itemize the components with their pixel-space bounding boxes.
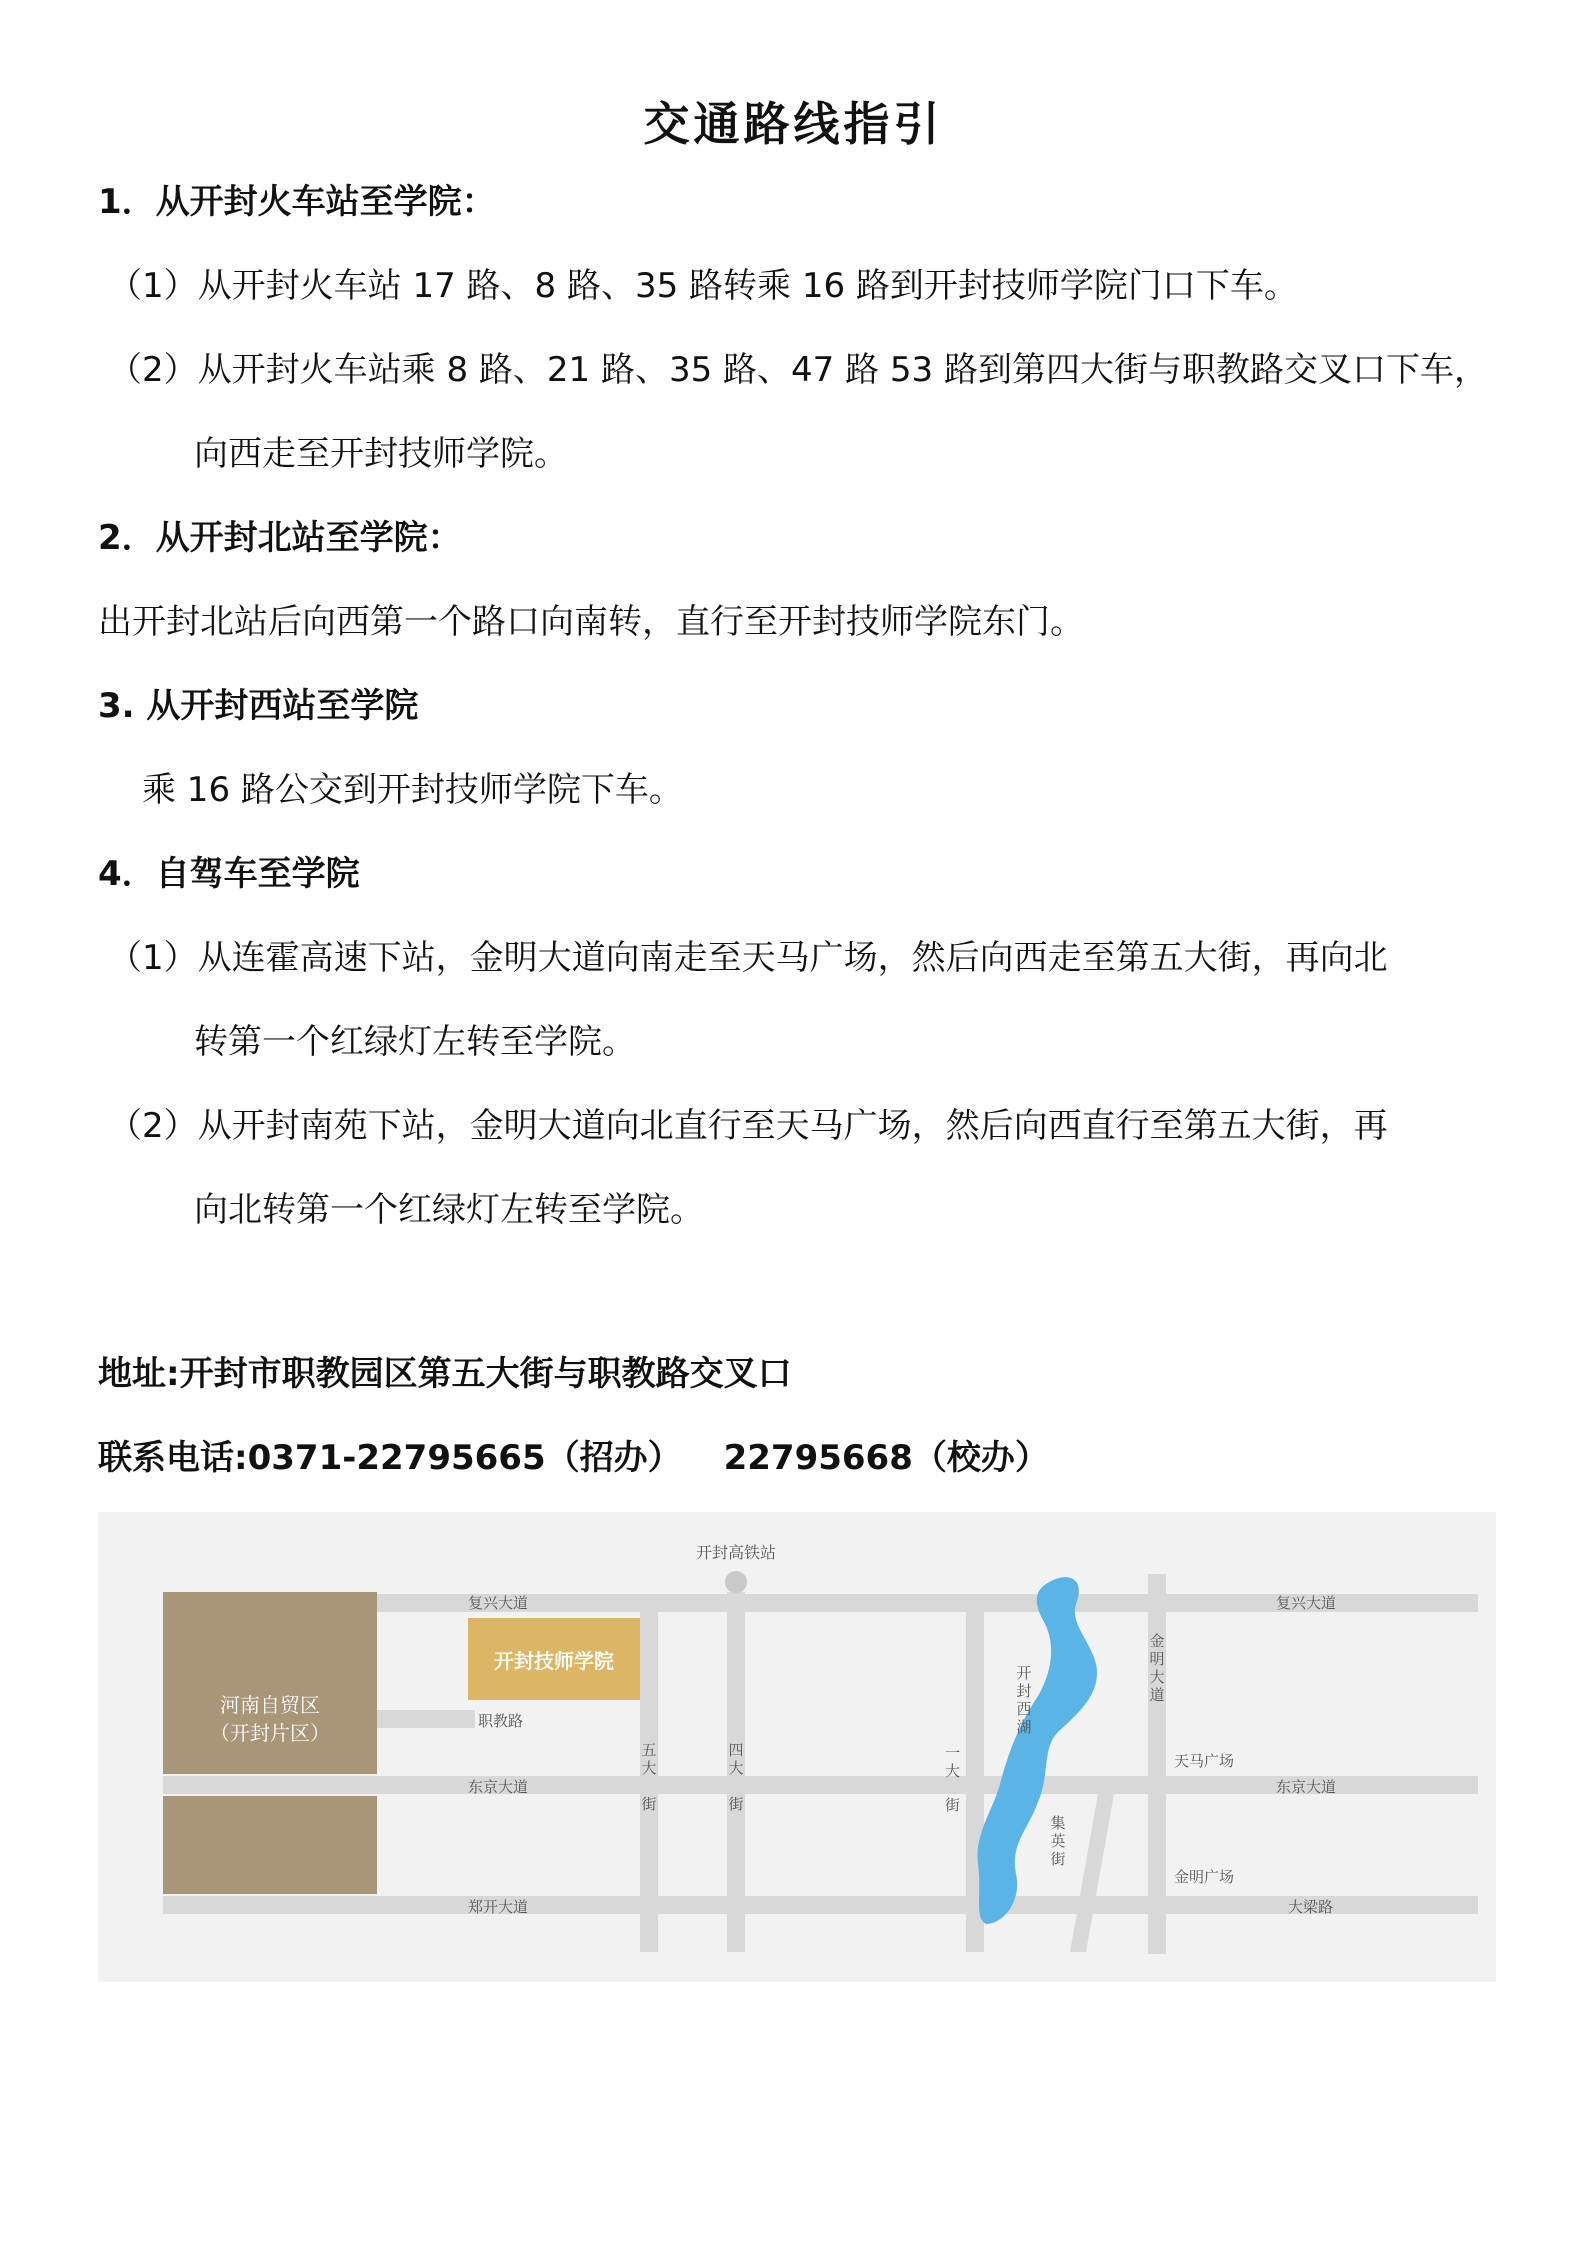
label-xihu-char-4: 湖 — [1016, 1718, 1032, 1736]
label-zone-line2: （开封片区） — [210, 1721, 330, 1745]
label-street-5-char-2: 大 — [641, 1759, 657, 1777]
label-dongjing-left: 东京大道 — [468, 1778, 529, 1796]
label-street-1-char-2: 大 — [944, 1762, 960, 1780]
zone-block-lower — [163, 1796, 377, 1894]
label-street-4-char-3: 街 — [728, 1795, 744, 1813]
label-zhengkai: 郑开大道 — [468, 1898, 529, 1916]
label-station: 开封高铁站 — [695, 1543, 777, 1562]
station-marker — [725, 1571, 747, 1593]
phone-prefix: 联系电话: — [98, 1438, 248, 1478]
label-jinming-char-1: 金 — [1149, 1632, 1165, 1650]
label-street-5-char-3: 街 — [641, 1795, 657, 1813]
label-xihu-char-1: 开 — [1016, 1664, 1032, 1682]
road-jiying — [1070, 1794, 1114, 1952]
route-map — [98, 1512, 1496, 1982]
label-street-1-char-1: 一 — [944, 1744, 960, 1762]
label-zhijiao: 职教路 — [478, 1712, 524, 1730]
section-3-line-1: 乘 16 路公交到开封技师学院下车。 — [142, 770, 683, 810]
section-1-line-3: 向西走至开封技师学院。 — [194, 434, 568, 474]
label-tianma: 天马广场 — [1174, 1752, 1235, 1770]
section-4-line-3: （2）从开封南苑下站，金明大道向北直行至天马广场，然后向西直行至第五大街，再 — [108, 1106, 1388, 1146]
address: 地址:开封市职教园区第五大街与职教路交叉口 — [98, 1354, 792, 1394]
section-1-heading: 1．从开封火车站至学院： — [98, 182, 496, 222]
road-street-5 — [640, 1612, 658, 1952]
label-jiying-char-3: 街 — [1050, 1850, 1066, 1868]
section-4-line-4: 向北转第一个红绿灯左转至学院。 — [194, 1190, 704, 1230]
road-zhengkai — [163, 1896, 1478, 1914]
section-3-heading: 3. 从开封西站至学院 — [98, 686, 419, 726]
label-fuxing-left: 复兴大道 — [468, 1594, 529, 1612]
label-fuxing-right: 复兴大道 — [1276, 1594, 1337, 1612]
label-street-4-char-2: 大 — [728, 1759, 744, 1777]
label-jinming-char-2: 明 — [1149, 1650, 1165, 1668]
section-2-heading: 2．从开封北站至学院： — [98, 518, 462, 558]
label-jiying-char-2: 英 — [1050, 1832, 1066, 1850]
lake-xihu — [977, 1577, 1097, 1924]
section-4-line-1: （1）从连霍高速下站，金明大道向南走至天马广场，然后向西走至第五大街，再向北 — [108, 938, 1388, 978]
page-title: 交通路线指引 — [643, 97, 944, 151]
label-jinming-char-3: 大 — [1149, 1668, 1165, 1686]
label-street-1-char-3: 街 — [944, 1796, 960, 1814]
phone-number-admissions: 0371-22795665 — [247, 1438, 546, 1478]
phone-number-office: 22795668 — [723, 1438, 913, 1478]
label-xihu-char-3: 西 — [1016, 1700, 1032, 1718]
label-daliang: 大梁路 — [1288, 1898, 1334, 1916]
phone-label-office: （校办） — [912, 1438, 1049, 1478]
phone-line — [98, 1438, 1049, 1478]
label-street-5-char-1: 五 — [641, 1741, 657, 1759]
label-jinming-square: 金明广场 — [1174, 1868, 1235, 1886]
zone-block-kaifeng — [163, 1592, 377, 1774]
section-1-line-1: （1）从开封火车站 17 路、8 路、35 路转乘 16 路到开封技师学院门口下车。 — [108, 266, 1298, 306]
label-street-4-char-1: 四 — [728, 1741, 744, 1759]
label-jinming-char-4: 道 — [1149, 1686, 1165, 1704]
label-dongjing-right: 东京大道 — [1276, 1778, 1337, 1796]
section-1-line-2: （2）从开封火车站乘 8 路、21 路、35 路、47 路 53 路到第四大街与职教路交叉口下车， — [108, 350, 1488, 390]
phone-label-admissions: （招办） — [545, 1438, 682, 1478]
section-4-heading: 4．自驾车至学院 — [98, 854, 360, 894]
label-xihu-char-2: 封 — [1016, 1682, 1032, 1700]
road-jinming — [1148, 1574, 1166, 1954]
label-jiying-char-1: 集 — [1050, 1814, 1066, 1832]
section-4-line-2: 转第一个红绿灯左转至学院。 — [194, 1022, 636, 1062]
label-zone-line1: 河南自贸区 — [220, 1693, 320, 1717]
section-2-line-1: 出开封北站后向西第一个路口向南转，直行至开封技师学院东门。 — [98, 602, 1084, 642]
route-map-svg — [98, 1512, 1496, 1982]
label-school: 开封技师学院 — [494, 1649, 614, 1673]
